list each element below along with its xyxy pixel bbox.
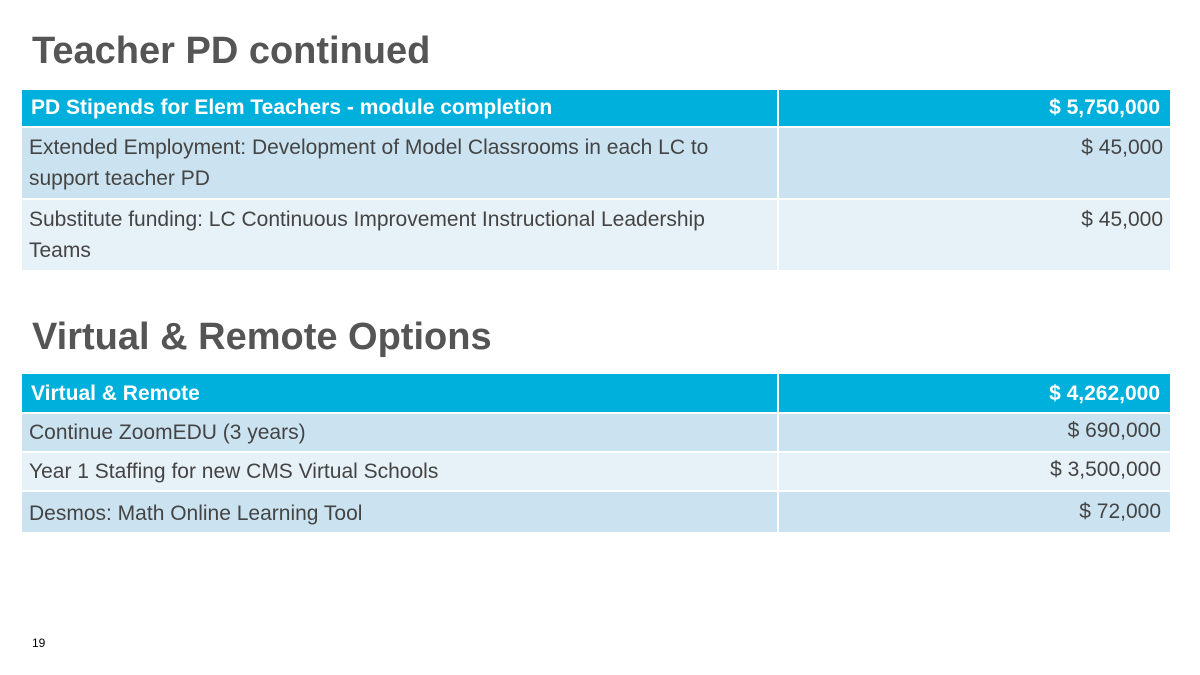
row-amount-cell: $ 72,000 [779,490,1170,532]
header-item-cell: Virtual & Remote [22,374,779,412]
table-row [22,490,1170,532]
header-amount-cell: $ 5,750,000 [779,90,1170,126]
section-title-virtual-remote: Virtual & Remote Options [32,316,492,358]
row-item-cell: Desmos: Math Online Learning Tool [22,490,779,532]
row-item-cell: Continue ZoomEDU (3 years) [22,412,779,451]
table-header-row [22,374,1170,412]
row-item-cell: Extended Employment: Development of Model Classrooms in each LC to support teacher PD [22,126,779,198]
header-item-cell: PD Stipends for Elem Teachers - module completion [22,90,779,126]
section-title-teacher-pd: Teacher PD continued [32,30,431,72]
header-amount-cell: $ 4,262,000 [779,374,1170,412]
table-row [22,198,1170,270]
row-amount-cell: $ 690,000 [779,412,1170,451]
row-item-cell: Year 1 Staffing for new CMS Virtual Schools [22,451,779,490]
virtual-remote-table [22,374,1170,532]
row-item-cell: Substitute funding: LC Continuous Improvement Instructional Leadership Teams [22,198,779,270]
table-row [22,451,1170,490]
row-amount-cell: $ 45,000 [779,126,1170,198]
table-row [22,412,1170,451]
teacher-pd-table [22,90,1170,270]
page-number: 19 [32,636,46,650]
table-row [22,126,1170,198]
table-header-row [22,90,1170,126]
row-amount-cell: $ 45,000 [779,198,1170,270]
row-amount-cell: $ 3,500,000 [779,451,1170,490]
